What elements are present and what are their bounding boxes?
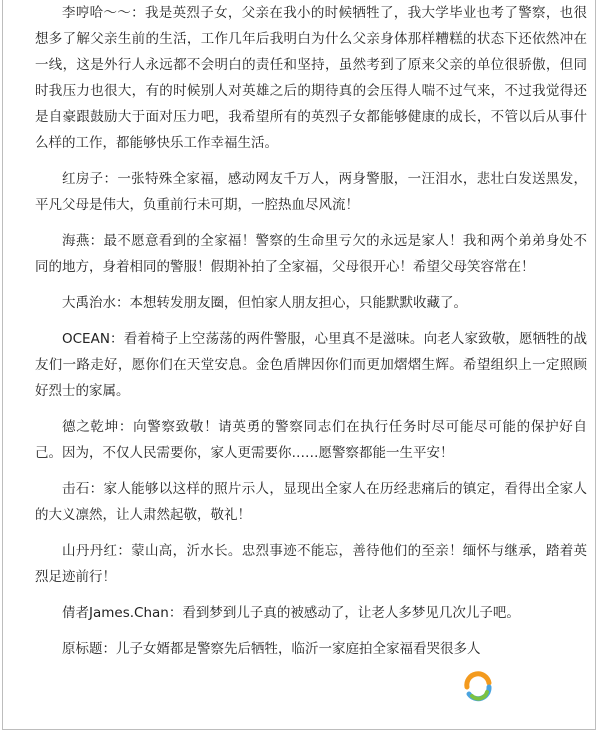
article-body bbox=[35, 0, 587, 672]
comment-separator: ： bbox=[89, 233, 104, 249]
swirl-logo-orange-arc bbox=[467, 674, 489, 687]
comment-author: 李哼哈～～ bbox=[62, 5, 132, 21]
swirl-logo-icon bbox=[461, 670, 495, 704]
comment-author: 倩者James.Chan bbox=[62, 605, 169, 621]
comment-separator: ： bbox=[131, 5, 145, 21]
swirl-logo-green-arc bbox=[472, 692, 487, 699]
comment-author: OCEAN bbox=[62, 331, 110, 347]
comment-text: 家人能够以这样的照片示人，显现出全家人在历经悲痛后的镇定，看得出全家人的大义凛然，让人肃然起敬，敬礼！ bbox=[35, 481, 588, 523]
comment-text: 本想转发朋友圈，但怕家人朋友担心，只能默默收藏了。 bbox=[129, 295, 467, 311]
comment-text: 看着椅子上空荡荡的两件警服，心里真不是滋味。向老人家致敬，愿牺牲的战友们一路走好，愿你们在天堂安息。金色盾牌因你们而更加熠熠生辉。希望组织上一定照顾好烈士的家属。 bbox=[35, 331, 588, 399]
comment-separator: ： bbox=[89, 481, 104, 497]
comment-paragraph bbox=[35, 538, 587, 590]
original-title-text: 儿子女婿都是警察先后牺牲，临沂一家庭拍全家福看哭很多人 bbox=[116, 641, 481, 657]
comment-author: 海燕 bbox=[62, 233, 90, 249]
comment-paragraph bbox=[35, 228, 587, 280]
comment-text: 我是英烈子女，父亲在我小的时候牺牲了，我大学毕业也考了警察，也很想多了解父亲生前的生活，工作几年后我明白为什么父亲身体那样糟糕的状态下还依然冲在一线，这是外行人永远都不会明白的责任和坚持，虽然考到了原来父亲的单位很骄傲，但同时我压力也很大，有的时候别人对英雄之后的期待真的会压得人喘不过气来，不过我觉得还是自豪跟鼓励大于面对压力吧，我希望所有的英烈子女都能够健康的成长，不管以后从事什么样的工作，都能够快乐工作幸福生活。 bbox=[35, 5, 588, 151]
comment-author: 山丹丹红 bbox=[62, 543, 118, 559]
original-title-label: 原标题 bbox=[62, 641, 103, 657]
comment-paragraph bbox=[35, 414, 587, 466]
comment-paragraph bbox=[35, 290, 587, 316]
comment-separator: ： bbox=[116, 295, 130, 311]
comment-paragraph bbox=[35, 600, 587, 626]
comment-text: 最不愿意看到的全家福！警察的生命里亏欠的永远是家人！我和两个弟弟身处不同的地方，身着相同的警服！假期补拍了全家福，父母很开心！希望父母笑容常在！ bbox=[35, 233, 588, 275]
comment-separator: ： bbox=[118, 419, 134, 435]
comment-paragraph bbox=[35, 166, 587, 218]
comment-separator: ： bbox=[109, 331, 124, 347]
original-title bbox=[35, 636, 587, 662]
comment-paragraph bbox=[35, 0, 587, 156]
comment-text: 蒙山高，沂水长。忠烈事迹不能忘，善待他们的至亲！缅怀与继承，踏着英烈足迹前行！ bbox=[35, 543, 588, 585]
comment-text: 一张特殊全家福，感动网友千万人，两身警服，一汪泪水，悲壮白发送黑发，平凡父母是伟大，负重前行未可期，一腔热血尽风流！ bbox=[35, 171, 588, 213]
comment-author: 击石 bbox=[62, 481, 90, 497]
comment-author: 红房子 bbox=[62, 171, 104, 187]
comment-author: 德之乾坤 bbox=[62, 419, 119, 435]
comment-paragraph bbox=[35, 326, 587, 404]
article-frame bbox=[2, 0, 596, 730]
comment-paragraph bbox=[35, 476, 587, 528]
comment-text: 看到梦到儿子真的被感动了，让老人多梦见几次儿子吧。 bbox=[182, 605, 520, 621]
comment-separator: ： bbox=[103, 171, 118, 187]
comment-separator: ： bbox=[168, 605, 183, 621]
comment-text: 向警察致敬！请英勇的警察同志们在执行任务时尽可能尽可能的保护好自己。因为，不仅人民需要你，家人更需要你……愿警察都能一生平安！ bbox=[35, 419, 588, 461]
comment-author: 大禹治水 bbox=[62, 295, 116, 311]
comment-separator: ： bbox=[117, 543, 132, 559]
original-title-separator: ： bbox=[102, 641, 116, 657]
